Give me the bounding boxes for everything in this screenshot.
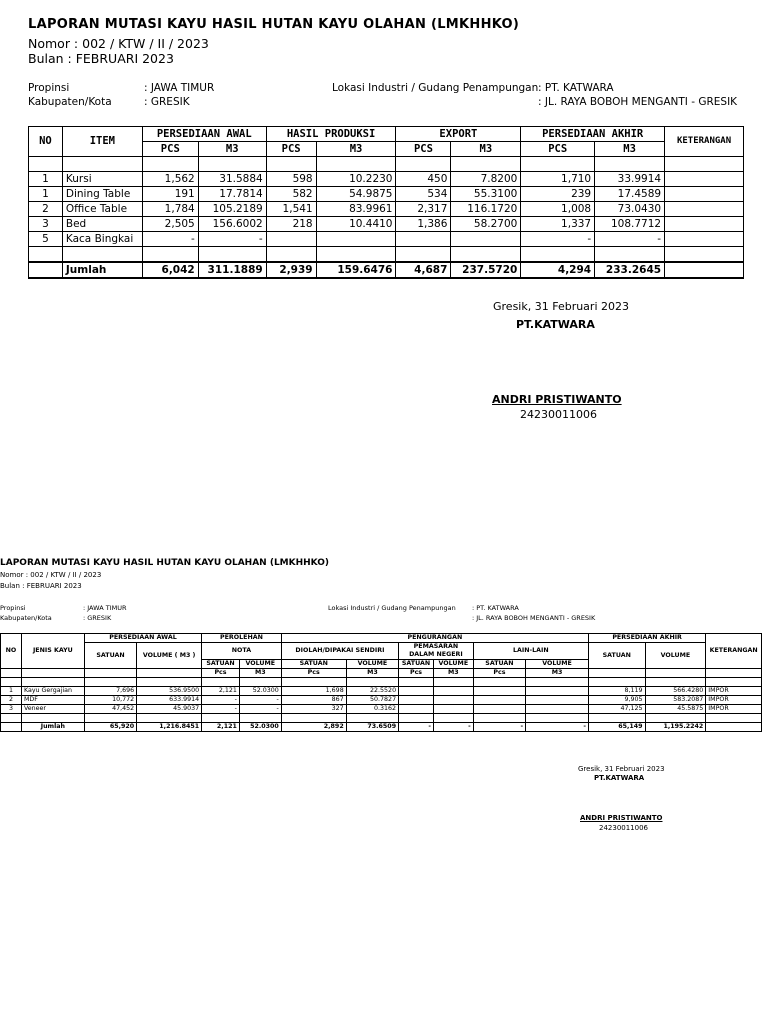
total2-nota-vol: 52.0300 (239, 723, 281, 732)
table-cell-no: 1 (29, 187, 63, 202)
table-cell-pem-vol (433, 705, 473, 714)
table-cell-pa-m3: 17.7814 (198, 187, 266, 202)
table-cell-item: Kursi (62, 172, 142, 187)
table-cell-ket (665, 217, 744, 232)
report1-propinsi-label: Propinsi (28, 82, 70, 94)
total2-label: Jumlah (21, 723, 84, 732)
table-cell-jenis: Kayu Gergajian (21, 687, 84, 696)
header-no: NO (29, 127, 63, 157)
header-persediaan-awal: PERSEDIAAN AWAL (142, 127, 266, 142)
report1-signer-id: 24230011006 (520, 408, 597, 421)
table-cell-jenis: MDF (21, 696, 84, 705)
h2-pcs: Pcs (281, 669, 346, 678)
table-cell-hp-m3 (316, 232, 396, 247)
total2-pk-vol: 1,195.2242 (645, 723, 706, 732)
table-cell-pk-m3: 33.9914 (595, 172, 665, 187)
h2-pcs: Pcs (473, 669, 525, 678)
table-cell-pk-pcs: 239 (521, 187, 595, 202)
header-m3: M3 (595, 142, 665, 157)
table-cell-pem-sat (399, 687, 434, 696)
report1-propinsi-value: : JAWA TIMUR (144, 82, 215, 94)
total2-nota-sat: 2,121 (202, 723, 240, 732)
total-pa-pcs: 6,042 (142, 262, 198, 278)
report2-bulan: Bulan : FEBRUARI 2023 (0, 582, 82, 590)
table-cell-item: Dining Table (62, 187, 142, 202)
table-cell-nota-vol: - (239, 705, 281, 714)
table-cell-pa-m3: 105.2189 (198, 202, 266, 217)
h2-diolah: DIOLAH/DIPAKAI SENDIRI (281, 643, 398, 660)
table-row-total (1, 723, 762, 732)
h2-pemasaran: PEMASARAN DALAM NEGERI (399, 643, 474, 660)
table-cell-nota-sat: - (202, 705, 240, 714)
total-ex-m3: 237.5720 (451, 262, 521, 278)
report1-signer: ANDRI PRISTIWANTO (492, 393, 622, 406)
report2-alamat-value: : JL. RAYA BOBOH MENGANTI - GRESIK (472, 614, 596, 622)
header-m3: M3 (198, 142, 266, 157)
h2-volume: VOLUME (526, 660, 589, 669)
report1-alamat-value: : JL. RAYA BOBOH MENGANTI - GRESIK (538, 96, 738, 108)
report2-place-date: Gresik, 31 Februari 2023 (578, 765, 665, 773)
table-cell-pk-sat: 47,125 (588, 705, 645, 714)
total2-dio-vol: 73.6509 (346, 723, 398, 732)
table-cell-pem-vol (433, 696, 473, 705)
table-cell-pk-sat: 9,905 (588, 696, 645, 705)
h2-pcs: Pcs (399, 669, 434, 678)
h2-m3: M3 (346, 669, 398, 678)
report2-propinsi-value: : JAWA TIMUR (83, 604, 127, 612)
report2-kab-value: : GRESIK (83, 614, 112, 622)
table-cell-ket (665, 202, 744, 217)
h2-volume-m3: VOLUME ( M3 ) (137, 643, 202, 669)
table-cell-no: 1 (1, 687, 22, 696)
table-cell-pk-sat: 8,119 (588, 687, 645, 696)
table-row-empty (29, 247, 744, 263)
total2-pa-sat: 65,920 (84, 723, 136, 732)
table-cell-ket (665, 172, 744, 187)
header-m3: M3 (316, 142, 396, 157)
total2-pem-vol: - (433, 723, 473, 732)
table-cell-pa-sat: 7,696 (84, 687, 136, 696)
total2-lain-vol: - (526, 723, 589, 732)
report1-lokasi-value: : PT. KATWARA (538, 82, 614, 94)
header-hasil-produksi: HASIL PRODUKSI (266, 127, 396, 142)
h2-m3: M3 (433, 669, 473, 678)
report1-company: PT.KATWARA (516, 318, 595, 331)
total-hp-pcs: 2,939 (266, 262, 316, 278)
table-cell-item: Bed (62, 217, 142, 232)
total2-lain-sat: - (473, 723, 525, 732)
table-cell-lain-vol (526, 687, 589, 696)
report1-title: LAPORAN MUTASI KAYU HASIL HUTAN KAYU OLAHAN (LMKHHKO) (28, 17, 520, 32)
report2-table (0, 633, 762, 732)
report1-lokasi-label: Lokasi Industri / Gudang Penampungan (332, 82, 539, 94)
table-cell-no: 3 (29, 217, 63, 232)
header-item: ITEM (62, 127, 142, 157)
total-pk-m3: 233.2645 (595, 262, 665, 278)
h2-jenis: JENIS KAYU (21, 634, 84, 669)
header-pcs: PCS (142, 142, 198, 157)
total-pk-pcs: 4,294 (521, 262, 595, 278)
table-cell-pk-m3: 73.0430 (595, 202, 665, 217)
table-cell-pem-vol (433, 687, 473, 696)
total-pa-m3: 311.1889 (198, 262, 266, 278)
table-row (29, 202, 744, 217)
table-cell-lain-sat (473, 696, 525, 705)
table-row (29, 217, 744, 232)
report1-kab-label: Kabupaten/Kota (28, 96, 112, 108)
table-cell-hp-m3: 10.4410 (316, 217, 396, 232)
table-cell-pk-vol: 45.5875 (645, 705, 706, 714)
table-cell-dio-vol: 0.3162 (346, 705, 398, 714)
report2-company: PT.KATWARA (594, 774, 645, 782)
table-cell-pk-m3: 108.7712 (595, 217, 665, 232)
table-cell-hp-pcs: 218 (266, 217, 316, 232)
table-cell-no: 5 (29, 232, 63, 247)
report1-kab-value: : GRESIK (144, 96, 190, 108)
table-cell-ex-pcs: 2,317 (396, 202, 451, 217)
h2-no: NO (1, 634, 22, 669)
h2-satuan: SATUAN (84, 643, 136, 669)
h2-volume: VOLUME (239, 660, 281, 669)
table-cell-hp-m3: 10.2230 (316, 172, 396, 187)
table-cell-dio-vol: 22.5520 (346, 687, 398, 696)
total2-pa-vol: 1,216.8451 (137, 723, 202, 732)
table-cell-nota-sat: 2,121 (202, 687, 240, 696)
table-cell-ket: IMPOR (706, 705, 762, 714)
h2-satuan: SATUAN (399, 660, 434, 669)
table-cell-ex-m3: 7.8200 (451, 172, 521, 187)
table-cell-lain-sat (473, 705, 525, 714)
header-pcs: PCS (521, 142, 595, 157)
table-cell-hp-m3: 83.9961 (316, 202, 396, 217)
table-cell-dio-sat: 1,698 (281, 687, 346, 696)
table-cell-pa-m3: 31.5884 (198, 172, 266, 187)
table-cell-pk-pcs: 1,337 (521, 217, 595, 232)
table-row (29, 187, 744, 202)
header-pcs: PCS (396, 142, 451, 157)
h2-perolehan: PEROLEHAN (202, 634, 282, 643)
table-cell-hp-pcs: 1,541 (266, 202, 316, 217)
table-cell-pa-vol: 536.9500 (137, 687, 202, 696)
table-cell-lain-vol (526, 705, 589, 714)
table-cell-pa-vol: 633.9914 (137, 696, 202, 705)
header-m3: M3 (451, 142, 521, 157)
table-row-total (29, 262, 744, 278)
table-cell-pa-pcs: - (142, 232, 198, 247)
header-pcs: PCS (266, 142, 316, 157)
table-cell-ket: IMPOR (706, 687, 762, 696)
h2-m3: M3 (239, 669, 281, 678)
table-cell-pa-m3: 156.6002 (198, 217, 266, 232)
total2-pem-sat: - (399, 723, 434, 732)
header-export: EXPORT (396, 127, 521, 142)
table-row (29, 172, 744, 187)
table-cell-dio-sat: 327 (281, 705, 346, 714)
table-cell-pk-vol: 566.4280 (645, 687, 706, 696)
report2-lokasi-value: : PT. KATWARA (472, 604, 519, 612)
table-cell-ex-pcs: 1,386 (396, 217, 451, 232)
table-cell-hp-pcs: 582 (266, 187, 316, 202)
table-cell-pa-sat: 47,452 (84, 705, 136, 714)
table-cell-pa-sat: 10,772 (84, 696, 136, 705)
table-cell-pk-pcs: 1,008 (521, 202, 595, 217)
table-cell-pa-pcs: 1,562 (142, 172, 198, 187)
table-row (1, 696, 762, 705)
table-cell-pa-pcs: 1,784 (142, 202, 198, 217)
h2-pcs: Pcs (202, 669, 240, 678)
table-cell-dio-sat: 867 (281, 696, 346, 705)
table-cell-ex-m3 (451, 232, 521, 247)
h2-pengurangan: PENGURANGAN (281, 634, 588, 643)
table-cell-pa-vol: 45.9037 (137, 705, 202, 714)
h2-satuan: SATUAN (473, 660, 525, 669)
h2-satuan: SATUAN (281, 660, 346, 669)
table-row-empty (29, 157, 744, 172)
table-cell-ex-pcs: 450 (396, 172, 451, 187)
table-cell-ex-pcs (396, 232, 451, 247)
table-cell-ex-m3: 58.2700 (451, 217, 521, 232)
table-cell-pem-sat (399, 696, 434, 705)
table-cell-pk-m3: - (595, 232, 665, 247)
table-cell-hp-pcs (266, 232, 316, 247)
table-cell-ex-m3: 55.3100 (451, 187, 521, 202)
table-cell-dio-vol: 50.7827 (346, 696, 398, 705)
h2-m3: M3 (526, 669, 589, 678)
total-label: Jumlah (62, 262, 142, 278)
total-hp-m3: 159.6476 (316, 262, 396, 278)
report2-propinsi-label: Propinsi (0, 604, 26, 612)
table-row (1, 687, 762, 696)
report1-bulan: Bulan : FEBRUARI 2023 (28, 51, 174, 66)
report2-title: LAPORAN MUTASI KAYU HASIL HUTAN KAYU OLAHAN (LMKHHKO) (0, 558, 330, 568)
table-cell-nota-vol: - (239, 696, 281, 705)
h2-nota: NOTA (202, 643, 282, 660)
table-cell-pa-pcs: 2,505 (142, 217, 198, 232)
table-cell-ket (665, 232, 744, 247)
table-row (29, 232, 744, 247)
report2-signer-id: 24230011006 (599, 824, 648, 832)
header-keterangan: KETERANGAN (665, 127, 744, 157)
total-ex-pcs: 4,687 (396, 262, 451, 278)
h2-lain: LAIN-LAIN (473, 643, 588, 660)
h2-keterangan: KETERANGAN (706, 634, 762, 669)
table-cell-no: 2 (29, 202, 63, 217)
table-cell-no: 2 (1, 696, 22, 705)
table-cell-nota-vol: 52.0300 (239, 687, 281, 696)
report1-table (28, 126, 744, 279)
table-cell-ex-m3: 116.1720 (451, 202, 521, 217)
h2-volume: VOLUME (645, 643, 706, 669)
table-cell-ket: IMPOR (706, 696, 762, 705)
table-cell-item: Kaca Bingkai (62, 232, 142, 247)
table-cell-jenis: Veneer (21, 705, 84, 714)
h2-satuan: SATUAN (588, 643, 645, 669)
table-row-empty (1, 678, 762, 687)
total2-dio-sat: 2,892 (281, 723, 346, 732)
table-cell-pk-pcs: 1,710 (521, 172, 595, 187)
report1-place-date: Gresik, 31 Februari 2023 (493, 300, 629, 313)
table-cell-lain-sat (473, 687, 525, 696)
table-cell-lain-vol (526, 696, 589, 705)
table-cell-no: 1 (29, 172, 63, 187)
report1-nomor: Nomor : 002 / KTW / II / 2023 (28, 36, 209, 51)
table-cell-no: 3 (1, 705, 22, 714)
h2-satuan: SATUAN (202, 660, 240, 669)
table-cell-pk-vol: 583.2087 (645, 696, 706, 705)
table-cell-hp-pcs: 598 (266, 172, 316, 187)
table-row (1, 705, 762, 714)
report2-lokasi-label: Lokasi Industri / Gudang Penampungan (328, 604, 456, 612)
table-cell-pem-sat (399, 705, 434, 714)
report2-nomor: Nomor : 002 / KTW / II / 2023 (0, 571, 102, 579)
table-cell-ex-pcs: 534 (396, 187, 451, 202)
header-persediaan-akhir: PERSEDIAAN AKHIR (521, 127, 665, 142)
table-cell-pa-pcs: 191 (142, 187, 198, 202)
total2-pk-sat: 65,149 (588, 723, 645, 732)
table-cell-pk-pcs: - (521, 232, 595, 247)
table-cell-pa-m3: - (198, 232, 266, 247)
h2-persediaan-awal: PERSEDIAAN AWAL (84, 634, 201, 643)
report2-kab-label: Kabupaten/Kota (0, 614, 52, 622)
table-cell-pk-m3: 17.4589 (595, 187, 665, 202)
h2-volume: VOLUME (346, 660, 398, 669)
h2-volume: VOLUME (433, 660, 473, 669)
table-row-empty (1, 714, 762, 723)
table-cell-item: Office Table (62, 202, 142, 217)
h2-persediaan-akhir: PERSEDIAAN AKHIR (588, 634, 705, 643)
table-cell-ket (665, 187, 744, 202)
table-cell-hp-m3: 54.9875 (316, 187, 396, 202)
report2-signer: ANDRI PRISTIWANTO (580, 814, 663, 822)
table-cell-nota-sat: - (202, 696, 240, 705)
